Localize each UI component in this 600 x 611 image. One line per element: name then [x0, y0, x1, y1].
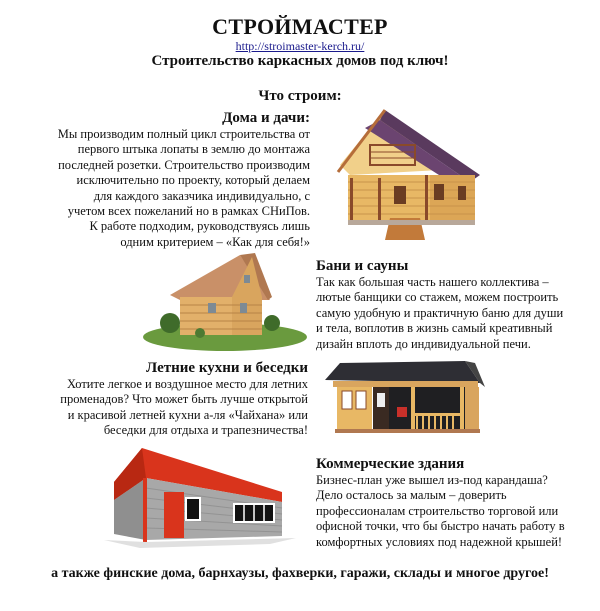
section-text: Бизнес-план уже вышел из-под карандаша? Дело осталось за малым – доверить профессионалам строительство торговой или офисной точки, что бы быстро начать работу в комфортных условиях под надежной крышей! [316, 473, 565, 549]
footer-text: а также финские дома, барнхаузы, фахверки, гаражи, склады и многое другое! [51, 566, 549, 581]
section-houses [30, 110, 310, 250]
section-text: Так как большая часть нашего коллектива – лютые банщики со стажем, можем построить самую удобную и практичную баню для души и тела, воплотив в жизнь самый креативный дизайн вплоть до индивидуальной печи. [316, 275, 564, 351]
wooden-house-image [330, 100, 490, 250]
site-link[interactable]: http://stroimaster-kerch.ru/ [235, 39, 365, 53]
section-kitchens [40, 360, 308, 439]
section-commercial [316, 456, 596, 550]
bathhouse-image [140, 245, 310, 355]
page-subtitle: Строительство каркасных домов под ключ! [151, 53, 449, 69]
section-text: Мы производим полный цикл строительства от первого штыка лопаты в землю до монтажа последней розетки. Строительство производим исключительно по проекту, который делаем для каждого заказчика индивидуально, с учетом всех пожеланий но в рамках СНиПов. К работе подходим, руководствуясь лишь одним критерием – «Как для себя!» [57, 127, 310, 249]
section-intro-heading: Что строим: [258, 88, 342, 104]
section-heading: Дома и дачи: [222, 110, 310, 126]
summer-kitchen-image [315, 355, 490, 445]
section-heading: Бани и сауны [316, 258, 409, 274]
section-heading: Коммерческие здания [316, 456, 465, 472]
section-saunas [316, 258, 596, 352]
commercial-building-image [100, 440, 310, 555]
section-text: Хотите легкое и воздушное место для летних променадов? Что может быть лучше открытой и красивой летней кухни а-ля «Чайхана» или беседки для отдыха и трапезничества! [60, 377, 308, 438]
page-title: СТРОЙМАСТЕР [212, 14, 388, 39]
section-heading: Летние кухни и беседки [146, 360, 308, 376]
